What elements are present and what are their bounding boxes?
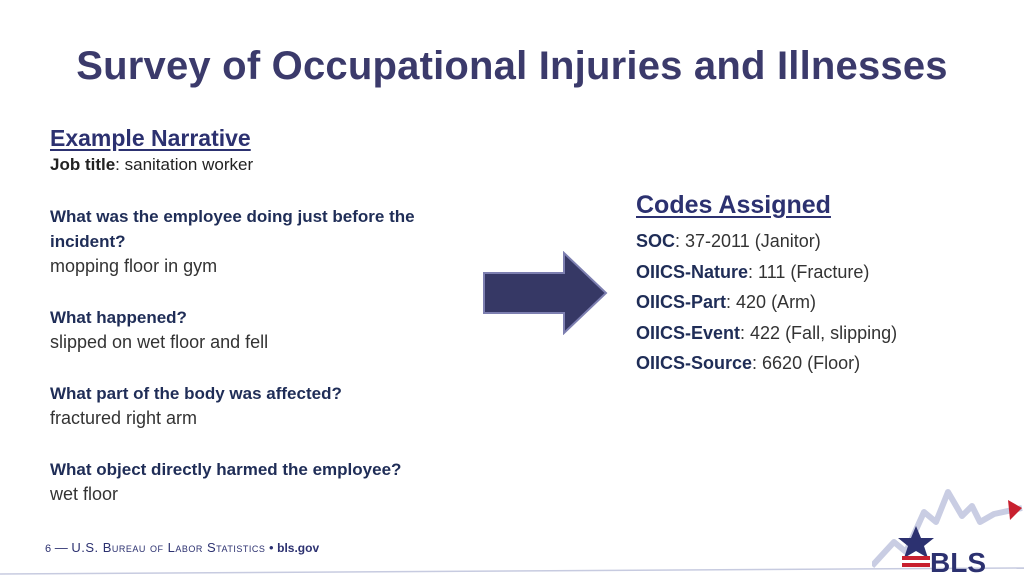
qa-item: [50, 305, 470, 355]
code-value: : 420 (Arm): [726, 292, 817, 312]
code-label: OIICS-Part: [636, 292, 727, 312]
qa-question: What happened?: [50, 308, 187, 327]
bls-logo-icon: [872, 486, 1024, 576]
page-title: Survey of Occupational Injuries and Illnesses: [76, 44, 948, 88]
qa-question: What part of the body was affected?: [50, 384, 342, 403]
code-value: : 37-2011 (Janitor): [675, 231, 821, 251]
codes-heading: Codes Assigned: [636, 191, 831, 219]
qa-item: [50, 457, 470, 507]
qa-item: [50, 381, 470, 431]
code-item: [636, 348, 996, 379]
footer: [45, 540, 319, 555]
qa-question: What object directly harmed the employee?: [50, 460, 402, 479]
code-item: [636, 318, 996, 349]
job-title-value: : sanitation worker: [115, 155, 254, 174]
qa-answer: fractured right arm: [50, 408, 198, 428]
footer-divider: [0, 566, 1024, 576]
narrative-heading: Example Narrative: [50, 125, 251, 151]
qa-answer: mopping floor in gym: [50, 256, 218, 276]
job-title-line: [50, 153, 470, 177]
job-title-label: Job title: [50, 155, 116, 174]
qa-answer: slipped on wet floor and fell: [50, 332, 269, 352]
code-item: [636, 257, 996, 288]
page-number: 6: [45, 543, 52, 555]
footer-org: U.S. Bureau of Labor Statistics: [71, 540, 266, 555]
code-label: SOC: [636, 231, 676, 251]
qa-question: What was the employee doing just before the incident?: [50, 207, 415, 251]
qa-item: [50, 204, 470, 279]
code-item: [636, 287, 996, 318]
qa-answer: wet floor: [50, 484, 119, 504]
code-item: [636, 226, 996, 257]
code-value: : 111 (Fracture): [748, 261, 870, 282]
codes-panel: [636, 188, 996, 379]
code-value: : 422 (Fall, slipping): [740, 322, 898, 343]
code-label: OIICS-Source: [636, 353, 753, 373]
code-value: : 6620 (Floor): [752, 353, 861, 373]
narrative-panel: [50, 124, 470, 507]
codes-list: [636, 226, 996, 379]
code-label: OIICS-Event: [636, 322, 741, 343]
footer-bullet: •: [265, 540, 278, 555]
code-label: OIICS-Nature: [636, 261, 749, 282]
footer-site: bls.gov: [277, 541, 320, 555]
footer-dash: —: [51, 540, 72, 555]
logo-text: BLS: [930, 547, 986, 576]
right-arrow-icon: [482, 251, 608, 335]
